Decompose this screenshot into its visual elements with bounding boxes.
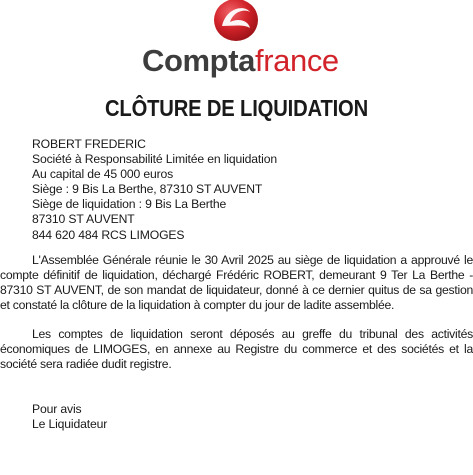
comptafrance-logo xyxy=(0,0,473,82)
company-address-block xyxy=(32,137,277,243)
assembly-decision-paragraph: L'Assemblée Générale réunie le 30 Avril 2025 au siège de liquidation a approuvé le compte définitif de liquidation, déchargé Frédéric ROBERT, demeurant 9 Ter La Berthe - 87310 ST AUVENT, de son mandat de liquidateur, donné à ce dernier quitus de sa gestion et constaté la clôture de la liquidation à compter du jour de ladite assemblée. xyxy=(0,253,473,313)
comptafrance-logo-icon xyxy=(210,0,262,42)
company-legal-form: Société à Responsabilité Limitée en liquidation xyxy=(32,152,277,167)
closing-signatory: Le Liquidateur xyxy=(32,417,108,432)
signature-block xyxy=(32,402,107,432)
company-rcs-number: 844 620 484 RCS LIMOGES xyxy=(32,227,185,242)
liquidation-office-city: 87310 ST AUVENT xyxy=(32,212,135,227)
company-name: ROBERT FREDERIC xyxy=(32,137,146,151)
accounts-filing-paragraph: Les comptes de liquidation seront déposés au greffe du tribunal des activités économiques de LIMOGES, en annexe au Registre du commerce et des sociétés et la société sera radiée dudit registre. xyxy=(0,327,473,372)
comptafrance-wordmark xyxy=(142,44,342,78)
closing-pour-avis: Pour avis xyxy=(32,402,82,416)
wordmark-france: france xyxy=(255,43,339,78)
notice-title: CLÔTURE DE LIQUIDATION xyxy=(104,95,369,121)
liquidation-office: Siège de liquidation : 9 Bis La Berthe xyxy=(32,197,227,212)
wordmark-compta: Compta xyxy=(142,43,255,78)
company-head-office: Siège : 9 Bis La Berthe, 87310 ST AUVENT xyxy=(32,182,263,197)
company-capital: Au capital de 45 000 euros xyxy=(32,167,174,182)
